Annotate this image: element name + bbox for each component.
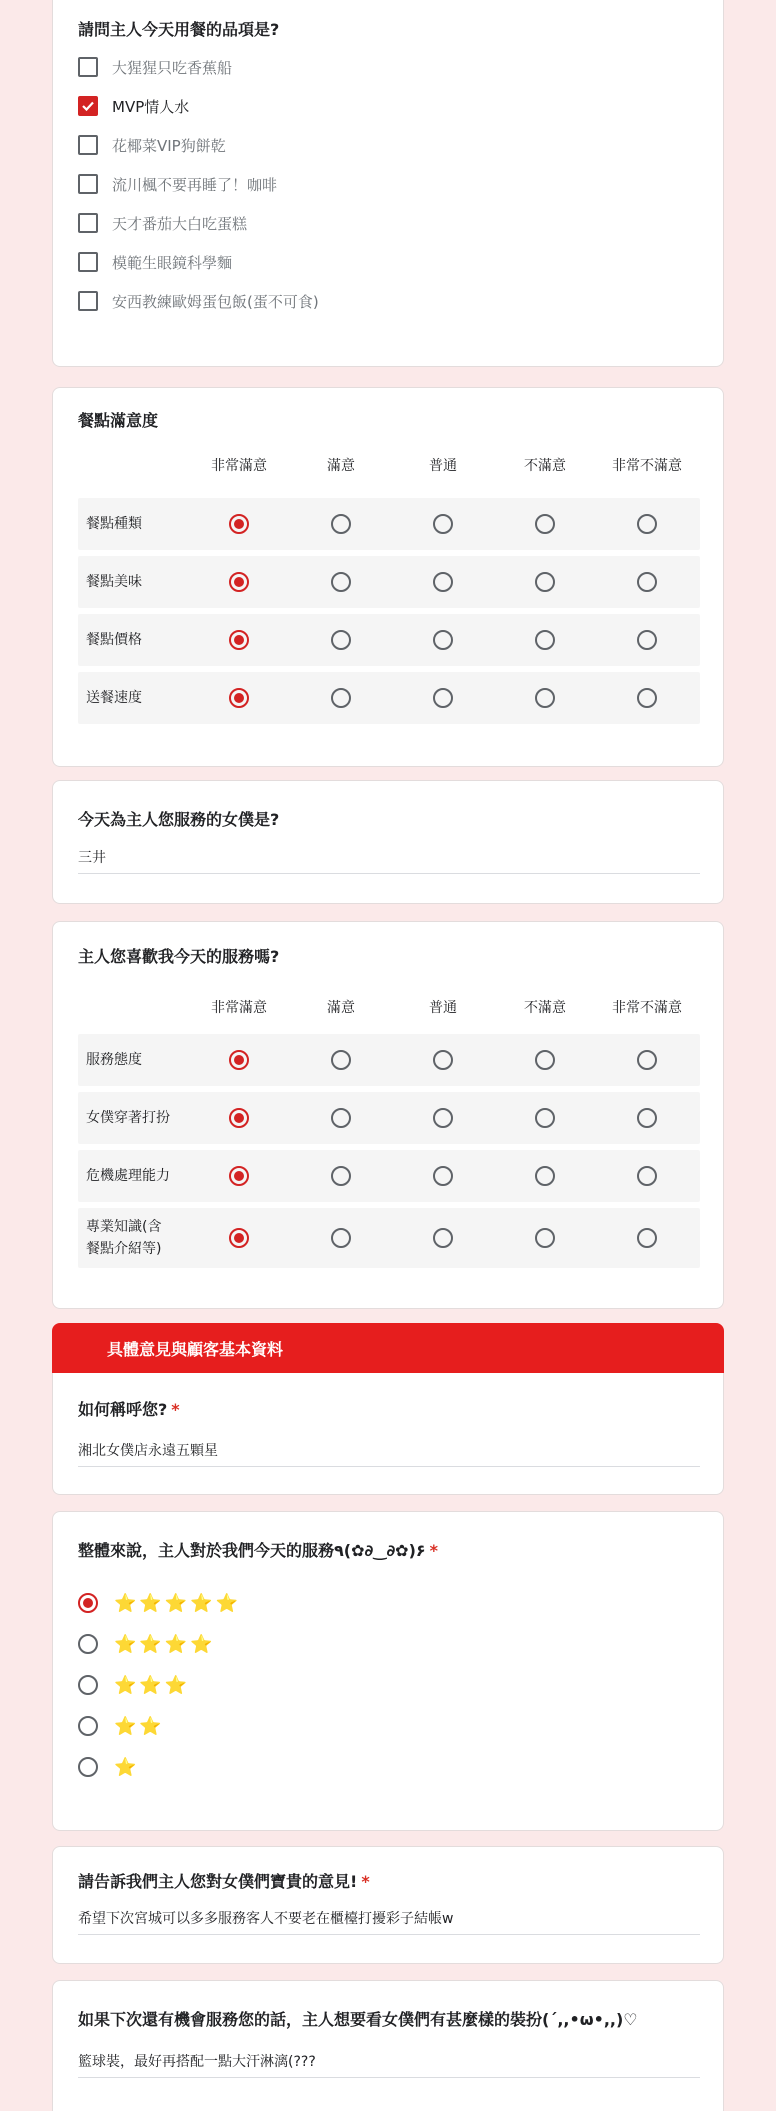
- grid-row-label: 專業知識(含 餐點介紹等): [86, 1219, 162, 1257]
- question-card-feedback: [52, 1846, 724, 1964]
- checkmark-icon: [81, 99, 95, 113]
- grid-row: [78, 1208, 700, 1268]
- radio-button[interactable]: [535, 1050, 555, 1070]
- radio-button[interactable]: [331, 1166, 351, 1186]
- checkbox-option[interactable]: [78, 172, 277, 196]
- question-card-name: [52, 1373, 724, 1495]
- question-title: 今天為主人您服務的女僕是?: [78, 810, 280, 829]
- radio-button[interactable]: [433, 1166, 453, 1186]
- radio-selected[interactable]: [78, 1593, 98, 1613]
- checkbox-label: 天才番茄大白吃蛋糕: [112, 214, 248, 233]
- radio-button[interactable]: [433, 630, 453, 650]
- required-mark: *: [171, 1400, 180, 1419]
- question-title-text: 整體來說，主人對於我們今天的服務٩(✿∂‿∂✿)۶: [78, 1541, 426, 1560]
- rating-option[interactable]: [78, 1755, 139, 1779]
- checkbox-option[interactable]: [78, 133, 226, 157]
- checkbox[interactable]: [78, 135, 98, 155]
- radio-button[interactable]: [535, 572, 555, 592]
- grid-column-header: 不滿意: [524, 458, 566, 474]
- checkbox-label: MVP情人水: [112, 97, 190, 116]
- star-icons: ⭐⭐⭐⭐: [114, 1633, 216, 1655]
- grid-row-label: 危機處理能力: [86, 1168, 170, 1184]
- checkbox-option[interactable]: [78, 250, 232, 274]
- question-title: 餐點滿意度: [78, 411, 159, 430]
- radio-button[interactable]: [535, 630, 555, 650]
- radio-selected[interactable]: [229, 1228, 249, 1248]
- checkbox-option[interactable]: [78, 289, 319, 313]
- radio-button[interactable]: [433, 1108, 453, 1128]
- star-icons: ⭐⭐⭐: [114, 1674, 191, 1696]
- grid-row-label: 服務態度: [86, 1052, 142, 1068]
- rating-option[interactable]: [78, 1591, 241, 1615]
- checkbox-label: 安西教練歐姆蛋包飯(蛋不可食): [112, 292, 319, 311]
- question-title: 請問主人今天用餐的品項是?: [78, 20, 280, 39]
- radio-button[interactable]: [637, 630, 657, 650]
- section-title: 具體意見與顧客基本資料: [107, 1340, 284, 1359]
- checkbox-option[interactable]: [78, 211, 247, 235]
- name-answer[interactable]: 湘北女僕店永遠五顆星: [78, 1440, 700, 1467]
- question-title: 主人您喜歡我今天的服務嗎?: [78, 947, 280, 966]
- radio-button[interactable]: [433, 1228, 453, 1248]
- question-card-maid-name: [52, 780, 724, 904]
- checkbox[interactable]: [78, 57, 98, 77]
- checkbox-label: 模範生眼鏡科學麵: [112, 253, 233, 272]
- question-title: [78, 1869, 370, 1892]
- grid-row: [78, 556, 700, 608]
- radio-button[interactable]: [331, 630, 351, 650]
- radio-button[interactable]: [637, 1050, 657, 1070]
- radio-button[interactable]: [78, 1634, 98, 1654]
- question-title: [78, 1397, 180, 1420]
- feedback-answer[interactable]: 希望下次宮城可以多多服務客人不要老在櫃檯打擾彩子結帳w: [78, 1908, 700, 1935]
- grid-column-header: 滿意: [327, 458, 355, 474]
- checkbox[interactable]: [78, 252, 98, 272]
- grid-row-label: 餐點種類: [86, 516, 142, 532]
- radio-button[interactable]: [78, 1757, 98, 1777]
- checkbox-label: 流川楓不要再睡了！咖啡: [112, 175, 278, 194]
- question-card-costume: [52, 1980, 724, 2111]
- radio-button[interactable]: [535, 688, 555, 708]
- radio-selected[interactable]: [229, 572, 249, 592]
- radio-button[interactable]: [535, 1108, 555, 1128]
- grid-row: [78, 614, 700, 666]
- maid-name-answer[interactable]: 三井: [78, 847, 700, 874]
- radio-button[interactable]: [535, 1228, 555, 1248]
- radio-button[interactable]: [637, 1166, 657, 1186]
- rating-option[interactable]: [78, 1632, 216, 1656]
- grid-row: [78, 672, 700, 724]
- radio-button[interactable]: [331, 1228, 351, 1248]
- question-card-items: [52, 0, 724, 367]
- star-icons: ⭐⭐⭐⭐⭐: [114, 1592, 242, 1614]
- question-title-text: 請告訴我們主人您對女僕們寶貴的意見!: [78, 1872, 358, 1891]
- question-card-service-satisfaction: [52, 921, 724, 1309]
- checkbox-option[interactable]: [78, 94, 189, 118]
- grid-column-header: 滿意: [327, 1000, 355, 1016]
- grid-column-header: 非常不滿意: [612, 1000, 682, 1016]
- costume-answer[interactable]: 籃球裝，最好再搭配一點大汗淋漓(???: [78, 2051, 700, 2078]
- radio-button[interactable]: [637, 514, 657, 534]
- radio-button[interactable]: [433, 572, 453, 592]
- grid-row: [78, 1034, 700, 1086]
- checkbox-label: 花椰菜VIP狗餅乾: [112, 136, 226, 155]
- radio-selected[interactable]: [229, 514, 249, 534]
- radio-button[interactable]: [433, 514, 453, 534]
- checkbox[interactable]: [78, 213, 98, 233]
- radio-button[interactable]: [78, 1716, 98, 1736]
- checkbox[interactable]: [78, 174, 98, 194]
- radio-selected[interactable]: [229, 1108, 249, 1128]
- radio-button[interactable]: [637, 688, 657, 708]
- radio-button[interactable]: [331, 572, 351, 592]
- question-title: 如果下次還有機會服務您的話，主人想要看女僕們有甚麼樣的裝扮(´,,•ω•,,)♡: [78, 2010, 638, 2029]
- star-icons: ⭐: [114, 1756, 140, 1778]
- checkbox-option[interactable]: [78, 55, 232, 79]
- grid-column-header: 不滿意: [524, 1000, 566, 1016]
- required-mark: *: [429, 1541, 439, 1560]
- checkbox[interactable]: [78, 291, 98, 311]
- radio-button[interactable]: [78, 1675, 98, 1695]
- radio-button[interactable]: [637, 1108, 657, 1128]
- grid-row-label: 餐點價格: [86, 632, 142, 648]
- question-card-overall-rating: [52, 1511, 724, 1831]
- radio-button[interactable]: [331, 514, 351, 534]
- grid-column-header: 普通: [429, 458, 457, 474]
- checkbox-label: 大猩猩只吃香蕉船: [112, 58, 233, 77]
- checkbox-checked[interactable]: [78, 96, 98, 116]
- radio-selected[interactable]: [229, 1166, 249, 1186]
- radio-selected[interactable]: [229, 1050, 249, 1070]
- rating-option[interactable]: [78, 1673, 190, 1697]
- grid-column-header: 非常滿意: [211, 1000, 267, 1016]
- grid-column-header: 非常滿意: [211, 458, 267, 474]
- grid-row-label: 餐點美味: [86, 574, 142, 590]
- radio-selected[interactable]: [229, 630, 249, 650]
- radio-button[interactable]: [331, 688, 351, 708]
- question-title-text: 如何稱呼您?: [78, 1400, 168, 1419]
- question-title: [78, 1538, 438, 1561]
- required-mark: *: [361, 1872, 370, 1891]
- grid-row-label: 送餐速度: [86, 690, 142, 706]
- question-card-meal-satisfaction: [52, 387, 724, 767]
- radio-button[interactable]: [433, 1050, 453, 1070]
- radio-button[interactable]: [637, 572, 657, 592]
- section-header: [52, 1323, 724, 1373]
- radio-selected[interactable]: [229, 688, 249, 708]
- grid-row-label: 女僕穿著打扮: [86, 1110, 170, 1126]
- star-icons: ⭐⭐: [114, 1715, 165, 1737]
- grid-column-header: 普通: [429, 1000, 457, 1016]
- grid-row: [78, 1150, 700, 1202]
- radio-button[interactable]: [331, 1050, 351, 1070]
- grid-row: [78, 1092, 700, 1144]
- rating-option[interactable]: [78, 1714, 165, 1738]
- radio-button[interactable]: [535, 514, 555, 534]
- radio-button[interactable]: [637, 1228, 657, 1248]
- grid-row: [78, 498, 700, 550]
- radio-button[interactable]: [331, 1108, 351, 1128]
- radio-button[interactable]: [433, 688, 453, 708]
- radio-button[interactable]: [535, 1166, 555, 1186]
- grid-column-header: 非常不滿意: [612, 458, 682, 474]
